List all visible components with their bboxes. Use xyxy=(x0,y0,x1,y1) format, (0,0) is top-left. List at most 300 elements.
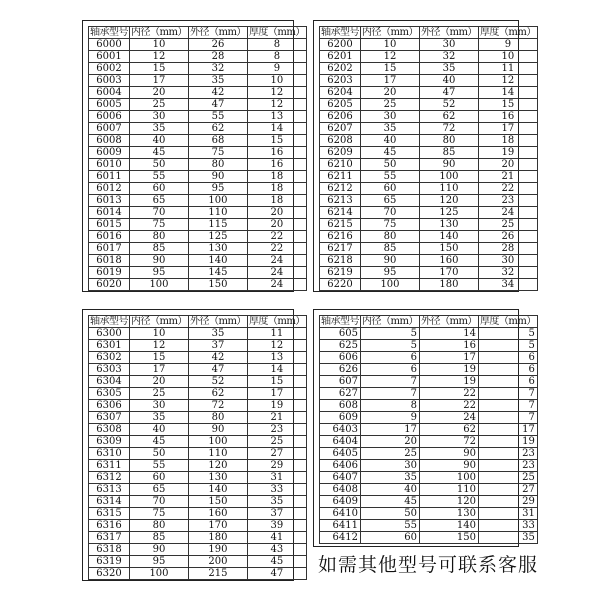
table-cell: 33 xyxy=(478,520,537,532)
table-cell: 6301 xyxy=(89,340,130,352)
table-cell: 20 xyxy=(247,207,306,219)
table-cell: 34 xyxy=(478,279,537,291)
table-cell: 18 xyxy=(247,171,306,183)
table-cell: 11 xyxy=(247,328,306,340)
table-cell: 24 xyxy=(419,412,478,424)
table-cell: 130 xyxy=(419,508,478,520)
table-cell: 110 xyxy=(188,207,247,219)
table-cell: 100 xyxy=(361,279,420,291)
table-cell: 6316 xyxy=(89,520,130,532)
table-cell: 180 xyxy=(188,532,247,544)
table-cell: 12 xyxy=(130,340,189,352)
table-row xyxy=(89,207,307,219)
table-cell: 75 xyxy=(361,219,420,231)
table-row xyxy=(320,460,538,472)
table-cell: 23 xyxy=(478,460,537,472)
table-row xyxy=(320,63,538,75)
table-cell: 30 xyxy=(130,111,189,123)
table-cell: 8 xyxy=(361,400,420,412)
table-row xyxy=(320,267,538,279)
table-cell: 605 xyxy=(320,328,361,340)
table-cell: 608 xyxy=(320,400,361,412)
table-cell: 90 xyxy=(188,424,247,436)
table-cell: 170 xyxy=(188,520,247,532)
table-cell: 35 xyxy=(130,412,189,424)
table-cell: 18 xyxy=(247,195,306,207)
table-cell: 65 xyxy=(361,195,420,207)
table-cell: 6012 xyxy=(89,183,130,195)
table-cell: 6207 xyxy=(320,123,361,135)
table-cell: 6 xyxy=(478,364,537,376)
table-cell: 25 xyxy=(478,472,537,484)
table-cell: 22 xyxy=(247,231,306,243)
table-cell: 40 xyxy=(130,424,189,436)
column-header: 外径（mm） xyxy=(420,316,477,327)
table-row xyxy=(320,328,538,340)
table-row xyxy=(320,352,538,364)
table-cell: 85 xyxy=(361,243,420,255)
table-cell: 160 xyxy=(188,508,247,520)
table-cell: 60 xyxy=(130,472,189,484)
table-cell: 35 xyxy=(361,472,420,484)
table-cell: 16 xyxy=(247,147,306,159)
table-cell: 19 xyxy=(247,400,306,412)
table-row xyxy=(320,51,538,63)
table-row xyxy=(89,568,307,580)
table-cell: 6020 xyxy=(89,279,130,291)
table-cell: 150 xyxy=(188,279,247,291)
table-cell: 23 xyxy=(247,424,306,436)
table-cell: 6307 xyxy=(89,412,130,424)
table-cell: 100 xyxy=(188,195,247,207)
table-cell: 47 xyxy=(188,364,247,376)
table-cell: 6 xyxy=(361,352,420,364)
table-cell: 6212 xyxy=(320,183,361,195)
table-row xyxy=(89,400,307,412)
bearing-table-6000 xyxy=(88,26,307,291)
table-cell: 6003 xyxy=(89,75,130,87)
column-header: 轴承型号 xyxy=(90,316,128,327)
table-row xyxy=(320,123,538,135)
footer-note: 如需其他型号可联系客服 xyxy=(318,554,539,576)
table-cell: 5 xyxy=(478,328,537,340)
table-cell: 100 xyxy=(188,436,247,448)
table-cell: 6203 xyxy=(320,75,361,87)
header-row xyxy=(89,316,307,328)
table-cell: 32 xyxy=(188,63,247,75)
table-cell: 90 xyxy=(188,171,247,183)
table-row xyxy=(320,255,538,267)
table-cell: 140 xyxy=(188,484,247,496)
table-cell: 140 xyxy=(188,255,247,267)
table-cell: 6200 xyxy=(320,39,361,51)
table-row xyxy=(320,532,538,544)
table-row xyxy=(89,75,307,87)
table-cell: 18 xyxy=(247,183,306,195)
table-cell: 80 xyxy=(188,412,247,424)
table-row xyxy=(320,87,538,99)
bearing-table-mini-6400 xyxy=(319,315,538,544)
table-cell: 50 xyxy=(130,448,189,460)
table-cell: 17 xyxy=(130,364,189,376)
table-cell: 41 xyxy=(247,532,306,544)
table-cell: 10 xyxy=(361,39,420,51)
table-cell: 70 xyxy=(130,496,189,508)
table-row xyxy=(89,448,307,460)
table-cell: 627 xyxy=(320,388,361,400)
table-cell: 19 xyxy=(478,147,537,159)
table-cell: 16 xyxy=(247,159,306,171)
column-header: 内径（mm） xyxy=(362,27,418,38)
table-cell: 32 xyxy=(478,267,537,279)
table-row xyxy=(320,207,538,219)
table-row xyxy=(89,243,307,255)
table-cell: 62 xyxy=(419,424,478,436)
table-cell: 6312 xyxy=(89,472,130,484)
table-cell: 12 xyxy=(247,99,306,111)
header-row xyxy=(320,27,538,39)
table-cell: 6015 xyxy=(89,219,130,231)
table-row xyxy=(89,87,307,99)
column-header: 轴承型号 xyxy=(90,27,128,38)
table-cell: 6213 xyxy=(320,195,361,207)
table-cell: 14 xyxy=(419,328,478,340)
table-row xyxy=(89,195,307,207)
table-cell: 26 xyxy=(478,231,537,243)
table-cell: 30 xyxy=(130,400,189,412)
table-row xyxy=(320,448,538,460)
table-cell: 35 xyxy=(247,496,306,508)
table-cell: 6009 xyxy=(89,147,130,159)
table-cell: 47 xyxy=(419,87,478,99)
table-row xyxy=(320,340,538,352)
table-row xyxy=(89,63,307,75)
table-cell: 20 xyxy=(130,376,189,388)
table-cell: 11 xyxy=(478,63,537,75)
table-row xyxy=(320,99,538,111)
table-cell: 6410 xyxy=(320,508,361,520)
table-row xyxy=(89,436,307,448)
table-cell: 626 xyxy=(320,364,361,376)
table-cell: 27 xyxy=(247,448,306,460)
table-cell: 65 xyxy=(130,195,189,207)
table-cell: 32 xyxy=(419,51,478,63)
table-cell: 43 xyxy=(247,544,306,556)
table-row xyxy=(320,508,538,520)
table-cell: 70 xyxy=(130,207,189,219)
table-row xyxy=(320,231,538,243)
table-cell: 6314 xyxy=(89,496,130,508)
table-cell: 6001 xyxy=(89,51,130,63)
table-cell: 6000 xyxy=(89,39,130,51)
table-cell: 100 xyxy=(130,568,189,580)
table-cell: 6210 xyxy=(320,159,361,171)
table-row xyxy=(320,496,538,508)
table-cell: 12 xyxy=(130,51,189,63)
table-cell: 6318 xyxy=(89,544,130,556)
table-row xyxy=(320,111,538,123)
column-header: 外径（mm） xyxy=(189,316,246,327)
table-cell: 9 xyxy=(247,63,306,75)
table-row xyxy=(89,508,307,520)
table-cell: 47 xyxy=(247,568,306,580)
table-row xyxy=(320,183,538,195)
table-row xyxy=(89,544,307,556)
table-cell: 6219 xyxy=(320,267,361,279)
table-cell: 6407 xyxy=(320,472,361,484)
column-header: 厚度（mm） xyxy=(479,27,536,38)
table-row xyxy=(89,171,307,183)
table-cell: 45 xyxy=(247,556,306,568)
table-cell: 72 xyxy=(419,123,478,135)
table-cell: 170 xyxy=(419,267,478,279)
table-cell: 22 xyxy=(247,243,306,255)
table-cell: 75 xyxy=(188,147,247,159)
table-cell: 26 xyxy=(188,39,247,51)
table-row xyxy=(320,219,538,231)
table-cell: 6005 xyxy=(89,99,130,111)
table-cell: 6217 xyxy=(320,243,361,255)
table-cell: 6309 xyxy=(89,436,130,448)
table-row xyxy=(320,75,538,87)
table-cell: 35 xyxy=(361,123,420,135)
table-cell: 50 xyxy=(130,159,189,171)
table-cell: 60 xyxy=(361,183,420,195)
table-cell: 6206 xyxy=(320,111,361,123)
column-header: 内径（mm） xyxy=(131,316,187,327)
table-cell: 6300 xyxy=(89,328,130,340)
table-cell: 45 xyxy=(361,147,420,159)
table-cell: 80 xyxy=(419,135,478,147)
table-row xyxy=(320,424,538,436)
table-row xyxy=(89,123,307,135)
table-cell: 17 xyxy=(478,424,537,436)
table-cell: 120 xyxy=(188,460,247,472)
table-cell: 6205 xyxy=(320,99,361,111)
table-cell: 130 xyxy=(419,219,478,231)
table-cell: 21 xyxy=(478,171,537,183)
table-cell: 25 xyxy=(361,448,420,460)
table-cell: 62 xyxy=(188,388,247,400)
table-row xyxy=(89,279,307,291)
table-cell: 25 xyxy=(247,436,306,448)
table-row xyxy=(89,364,307,376)
table-cell: 150 xyxy=(188,496,247,508)
table-row xyxy=(89,111,307,123)
table-cell: 6306 xyxy=(89,400,130,412)
table-cell: 6411 xyxy=(320,520,361,532)
table-cell: 150 xyxy=(419,243,478,255)
table-cell: 95 xyxy=(361,267,420,279)
table-cell: 100 xyxy=(419,472,478,484)
table-row xyxy=(89,412,307,424)
table-cell: 6305 xyxy=(89,388,130,400)
panel-6000-series xyxy=(82,20,305,292)
table-cell: 55 xyxy=(188,111,247,123)
table-cell: 50 xyxy=(361,159,420,171)
bearing-table-6300 xyxy=(88,315,307,580)
table-cell: 5 xyxy=(361,328,420,340)
table-cell: 65 xyxy=(130,484,189,496)
table-cell: 6 xyxy=(478,376,537,388)
table-cell: 17 xyxy=(478,123,537,135)
column-header: 内径（mm） xyxy=(362,316,418,327)
panel-6300-series xyxy=(82,309,305,581)
table-row xyxy=(89,183,307,195)
table-cell: 55 xyxy=(361,520,420,532)
table-cell: 30 xyxy=(361,111,420,123)
table-row xyxy=(89,255,307,267)
table-cell: 6403 xyxy=(320,424,361,436)
table-cell: 27 xyxy=(478,484,537,496)
table-cell: 6002 xyxy=(89,63,130,75)
table-cell: 5 xyxy=(478,340,537,352)
table-cell: 6 xyxy=(361,364,420,376)
table-cell: 6011 xyxy=(89,171,130,183)
table-cell: 35 xyxy=(130,123,189,135)
table-cell: 23 xyxy=(478,195,537,207)
table-cell: 22 xyxy=(419,400,478,412)
table-cell: 8 xyxy=(247,51,306,63)
panel-mini-6400-series xyxy=(313,309,536,547)
table-cell: 6315 xyxy=(89,508,130,520)
table-cell: 55 xyxy=(361,171,420,183)
table-cell: 25 xyxy=(130,388,189,400)
table-row xyxy=(89,219,307,231)
table-row xyxy=(320,364,538,376)
table-cell: 6018 xyxy=(89,255,130,267)
column-header: 外径（mm） xyxy=(420,27,477,38)
table-cell: 31 xyxy=(247,472,306,484)
table-cell: 72 xyxy=(419,436,478,448)
table-cell: 6209 xyxy=(320,147,361,159)
table-cell: 110 xyxy=(419,183,478,195)
table-cell: 12 xyxy=(247,340,306,352)
table-cell: 35 xyxy=(419,63,478,75)
table-cell: 6405 xyxy=(320,448,361,460)
table-cell: 6208 xyxy=(320,135,361,147)
table-cell: 68 xyxy=(188,135,247,147)
table-cell: 24 xyxy=(478,207,537,219)
table-cell: 20 xyxy=(361,87,420,99)
table-cell: 70 xyxy=(361,207,420,219)
table-cell: 6010 xyxy=(89,159,130,171)
table-cell: 25 xyxy=(478,219,537,231)
table-cell: 9 xyxy=(361,412,420,424)
table-cell: 200 xyxy=(188,556,247,568)
table-cell: 6409 xyxy=(320,496,361,508)
table-cell: 15 xyxy=(247,376,306,388)
column-header: 外径（mm） xyxy=(189,27,246,38)
table-cell: 6201 xyxy=(320,51,361,63)
table-cell: 80 xyxy=(130,520,189,532)
table-cell: 6216 xyxy=(320,231,361,243)
table-cell: 60 xyxy=(130,183,189,195)
column-header: 内径（mm） xyxy=(131,27,187,38)
table-cell: 140 xyxy=(419,520,478,532)
table-cell: 20 xyxy=(361,436,420,448)
column-header: 轴承型号 xyxy=(321,27,359,38)
table-cell: 19 xyxy=(478,436,537,448)
table-row xyxy=(89,328,307,340)
table-cell: 40 xyxy=(130,135,189,147)
table-cell: 90 xyxy=(419,159,478,171)
table-cell: 90 xyxy=(130,544,189,556)
table-cell: 609 xyxy=(320,412,361,424)
table-cell: 17 xyxy=(419,352,478,364)
table-cell: 90 xyxy=(361,255,420,267)
table-cell: 62 xyxy=(188,123,247,135)
table-cell: 100 xyxy=(130,279,189,291)
table-cell: 52 xyxy=(419,99,478,111)
table-cell: 7 xyxy=(478,388,537,400)
table-cell: 60 xyxy=(361,532,420,544)
table-cell: 6007 xyxy=(89,123,130,135)
table-cell: 17 xyxy=(247,388,306,400)
table-cell: 85 xyxy=(130,532,189,544)
table-cell: 6016 xyxy=(89,231,130,243)
table-row xyxy=(320,484,538,496)
table-cell: 40 xyxy=(361,484,420,496)
table-cell: 6004 xyxy=(89,87,130,99)
table-cell: 62 xyxy=(419,111,478,123)
table-cell: 6406 xyxy=(320,460,361,472)
column-header: 轴承型号 xyxy=(321,316,359,327)
table-cell: 80 xyxy=(130,231,189,243)
table-cell: 29 xyxy=(478,496,537,508)
table-cell: 10 xyxy=(130,39,189,51)
table-cell: 15 xyxy=(361,63,420,75)
table-cell: 6215 xyxy=(320,219,361,231)
table-cell: 12 xyxy=(361,51,420,63)
table-cell: 35 xyxy=(188,328,247,340)
table-cell: 20 xyxy=(130,87,189,99)
table-row xyxy=(320,472,538,484)
table-row xyxy=(89,39,307,51)
table-cell: 30 xyxy=(361,460,420,472)
table-row xyxy=(89,460,307,472)
table-cell: 90 xyxy=(419,460,478,472)
table-cell: 15 xyxy=(478,99,537,111)
table-cell: 215 xyxy=(188,568,247,580)
table-cell: 120 xyxy=(419,496,478,508)
table-cell: 6 xyxy=(478,352,537,364)
table-cell: 47 xyxy=(188,99,247,111)
header-row xyxy=(89,27,307,39)
table-cell: 9 xyxy=(478,39,537,51)
table-row xyxy=(89,376,307,388)
table-cell: 13 xyxy=(247,111,306,123)
table-cell: 12 xyxy=(478,75,537,87)
table-cell: 95 xyxy=(188,183,247,195)
table-cell: 125 xyxy=(419,207,478,219)
table-cell: 6404 xyxy=(320,436,361,448)
table-row xyxy=(89,352,307,364)
table-cell: 95 xyxy=(130,267,189,279)
table-cell: 31 xyxy=(478,508,537,520)
table-row xyxy=(89,496,307,508)
table-cell: 80 xyxy=(188,159,247,171)
table-cell: 6320 xyxy=(89,568,130,580)
table-cell: 28 xyxy=(188,51,247,63)
table-cell: 24 xyxy=(247,279,306,291)
table-cell: 52 xyxy=(188,376,247,388)
table-cell: 6220 xyxy=(320,279,361,291)
table-cell: 110 xyxy=(188,448,247,460)
table-cell: 125 xyxy=(188,231,247,243)
table-cell: 607 xyxy=(320,376,361,388)
table-cell: 6204 xyxy=(320,87,361,99)
